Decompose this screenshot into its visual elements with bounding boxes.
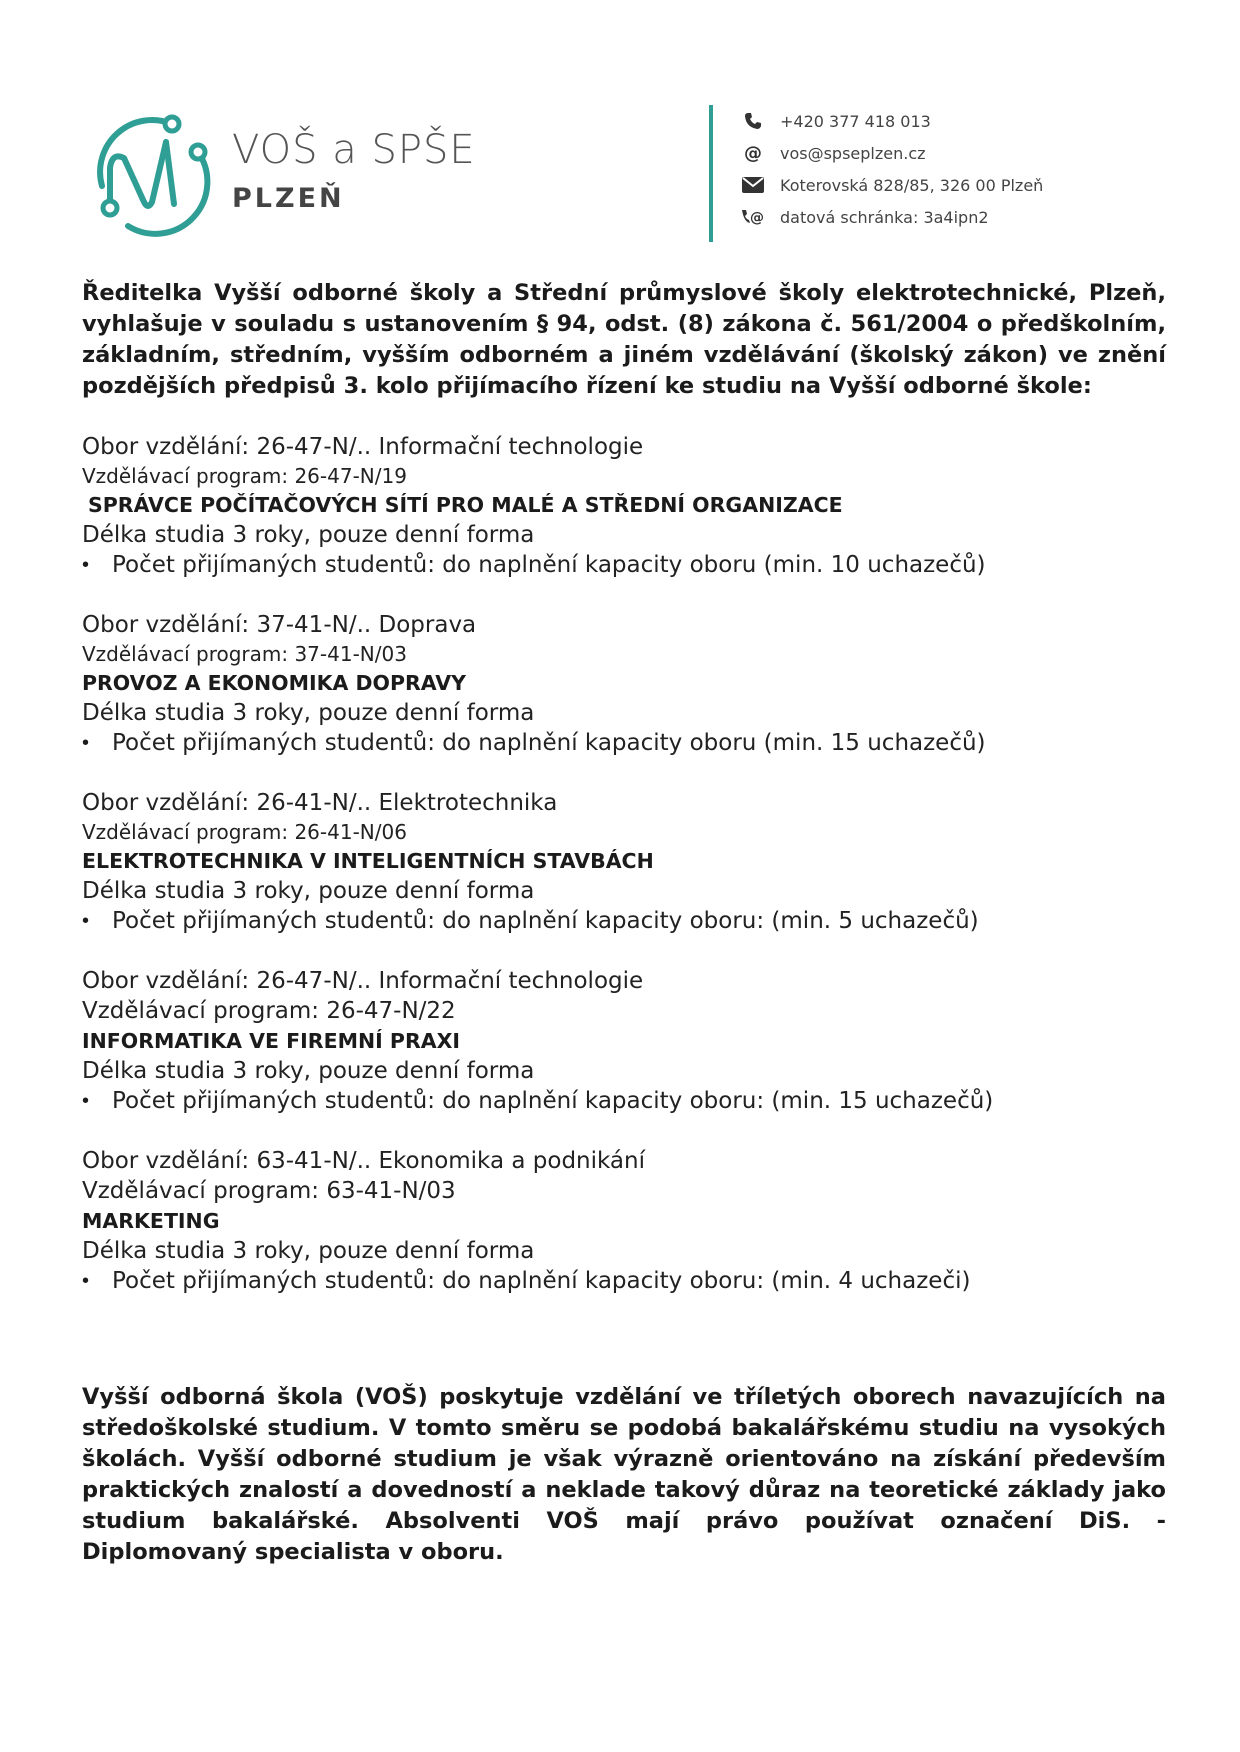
program-title: MARKETING [82,1209,220,1233]
program-field: Obor vzdělání: 26-47-N/.. Informační technologie [82,434,644,460]
program-capacity-text: Počet přijímaných studentů: do naplnění kapacity oboru (min. 10 uchazečů) [112,552,986,578]
program-code: Vzdělávací program: 26-47-N/22 [82,998,456,1024]
program-field: Obor vzdělání: 63-41-N/.. Ekonomika a podnikání [82,1148,645,1174]
at-icon: @ [744,142,762,164]
header-divider [709,105,713,242]
logo-city: PLZEŇ [232,183,345,214]
contact-list [740,110,1043,238]
program-capacity-text: Počet přijímaných studentů: do naplnění kapacity oboru: (min. 4 uchazeči) [112,1268,971,1294]
program-capacity [82,1266,1166,1296]
program-item [82,610,1166,758]
program-length: Délka studia 3 roky, pouze denní forma [82,522,535,548]
program-item [82,1146,1166,1296]
svg-text:@: @ [750,210,764,226]
program-capacity-text: Počet přijímaných studentů: do naplnění kapacity oboru (min. 15 uchazečů) [112,730,986,756]
program-title: PROVOZ A EKONOMIKA DOPRAVY [82,671,466,695]
contact-databox-text: datová schránka: 3a4ipn2 [780,207,989,227]
databox-icon [740,207,766,227]
logo-wordmark [232,128,476,214]
program-item [82,966,1166,1116]
program-list [82,432,1166,1296]
program-length: Délka studia 3 roky, pouze denní forma [82,700,535,726]
program-capacity-text: Počet přijímaných studentů: do naplnění kapacity oboru: (min. 15 uchazečů) [112,1088,994,1114]
bullet-icon: • [82,910,90,932]
contact-address [740,174,1043,196]
bullet-icon: • [82,1090,90,1112]
program-code: Vzdělávací program: 37-41-N/03 [82,642,407,666]
contact-email [740,142,1043,164]
program-item [82,432,1166,580]
bullet-icon: • [82,1270,90,1292]
program-length: Délka studia 3 roky, pouze denní forma [82,1238,535,1264]
program-capacity [82,906,1166,936]
program-field: Obor vzdělání: 26-47-N/.. Informační technologie [82,968,644,994]
envelope-icon [740,175,766,195]
program-field: Obor vzdělání: 26-41-N/.. Elektrotechnika [82,790,558,816]
program-field: Obor vzdělání: 37-41-N/.. Doprava [82,612,477,638]
program-code: Vzdělávací program: 63-41-N/03 [82,1178,456,1204]
document-body [82,278,1166,1326]
bullet-icon: • [82,732,90,754]
letterhead [0,0,1240,260]
contact-databox [740,206,1043,228]
announcement-intro: Ředitelka Vyšší odborné školy a Střední průmyslové školy elektrotechnické, Plzeň, vyhlašuje v souladu s ustanovením § 94, odst. (8) zákona č. 561/2004 o předškolním, základním, středním, vyšším odborném a jiném vzdělávání (školský zákon) ve znění pozdějších předpisů 3. kolo přijímacího řízení ke studiu na Vyšší odborné škole: [82,280,1166,399]
program-capacity-text: Počet přijímaných studentů: do naplnění kapacity oboru: (min. 5 uchazečů) [112,908,979,934]
program-length: Délka studia 3 roky, pouze denní forma [82,1058,535,1084]
program-code: Vzdělávací program: 26-41-N/06 [82,820,407,844]
program-title: ELEKTROTECHNIKA V INTELIGENTNÍCH STAVBÁCH [82,849,654,873]
program-capacity [82,728,1166,758]
program-title: INFORMATIKA VE FIREMNÍ PRAXI [82,1029,461,1053]
program-title: SPRÁVCE POČÍTAČOVÝCH SÍTÍ PRO MALÉ A STŘEDNÍ ORGANIZACE [88,493,843,517]
contact-email-text: vos@spseplzen.cz [780,143,926,163]
program-item [82,788,1166,936]
program-length: Délka studia 3 roky, pouze denní forma [82,878,535,904]
program-code: Vzdělávací program: 26-47-N/19 [82,464,407,488]
school-description: Vyšší odborná škola (VOŠ) poskytuje vzdělání ve tříletých oborech navazujících na středoškolské studium. V tomto směru se podobá bakalářskému studiu na vysokých školách. Vyšší odborné studium je však výrazně orientováno na získání především praktických znalostí a dovedností a neklade takový důraz na teoretické základy jako studium bakalářské. Absolventi VOŠ mají právo používat označení DiS. - Diplomovaný specialista v oboru. [82,1384,1166,1565]
contact-phone [740,110,1043,132]
program-capacity [82,1086,1166,1116]
contact-phone-text: +420 377 418 013 [780,111,931,131]
contact-address-text: Koterovská 828/85, 326 00 Plzeň [780,175,1044,195]
program-capacity [82,550,1166,580]
bullet-icon: • [82,554,90,576]
school-logo-icon [88,108,212,240]
phone-icon [740,111,766,131]
logo-title: VOŠ a SPŠE [232,127,476,173]
